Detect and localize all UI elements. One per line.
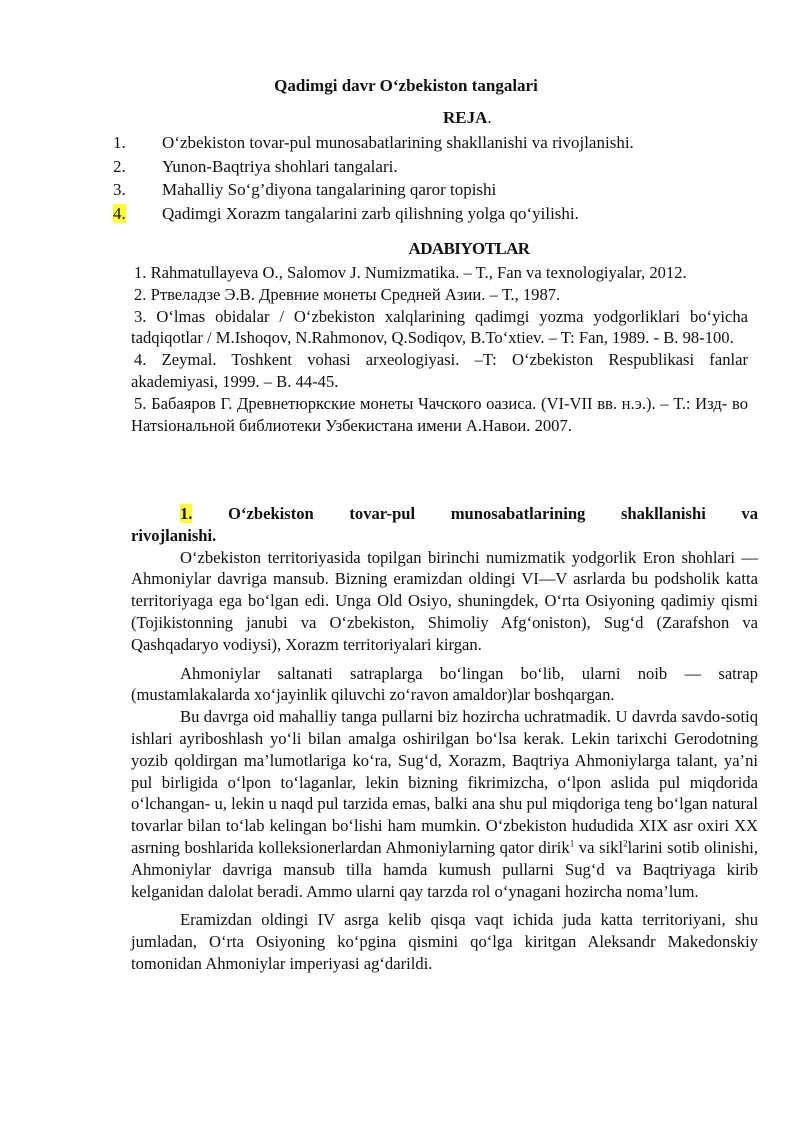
plan-item (113, 202, 753, 226)
references-list (131, 262, 748, 436)
plan-item (113, 155, 753, 179)
plan-heading (443, 108, 492, 128)
section-heading-line1: O‘zbekiston tovar-pul munosabatlarining shakllanishi va (228, 504, 758, 523)
paragraph-text: Bu davrga oid mahalliy tanga pullarni biz hozircha uchratmadik. U davrda savdo-sotiq ishlari ayriboshlash yo‘li bilan amalga oshirilgan bo‘lsa kerak. Lekin tarixchi Gerodotning yozib qoldirgan ma’lumotlariga ko‘ra, Sug‘d, Xorazm, Baqtriya Ahmoniylarga talant, ya’ni pul birligida o‘lpon to‘laganlar, lekin bizning fikrimizcha, o‘lpon aslida pul miqdorida o‘lchangan- u, lekin u naqd pul tarzida emas, balki ana shu pul miqdoriga teng bo‘lgan natural tovarlar bilan to‘lab kelingan bo‘lishi ham mumkin. O‘zbekiston hududida XIX asr oxiri XX asrning boshlarida kolleksionerlardan Ahmoniylarning qator dirik (131, 707, 758, 857)
plan-item-number-highlighted: 4. (113, 203, 126, 223)
plan-item-number-text: 3. (113, 180, 126, 199)
plan-item-text: O‘zbekiston tovar-pul munosabatlarining shakllanishi va rivojlanishi. (162, 133, 634, 152)
reference-item: 3. O‘lmas obidalar / O‘zbekiston xalqlarining qadimgi yozma yodgorliklari bo‘yicha tadqiqotlar / M.Ishoqov, N.Rahmonov, Q.Sodiqov, B.To‘xtiev. – T: Fan, 1989. - B. 98-100. (131, 306, 748, 348)
plan-item (113, 178, 753, 202)
footnote-marker: 1 (569, 838, 575, 849)
plan-item-text: Qadimgi Xorazm tangalarini zarb qilishning yolga qo‘yilishi. (162, 203, 579, 223)
plan-item-text: Mahalliy So‘g’diyona tangalarining qaror topishi (162, 180, 497, 199)
plan-item-number-text: 2. (113, 156, 126, 176)
reference-item: 4. Zeymal. Toshkent vohasi arxeologiyasi. –T: O‘zbekiston Respublikasi fanlar akademiyasi, 1999. – B. 44-45. (131, 350, 748, 391)
section-heading (131, 503, 758, 525)
paragraph-text: larini sotib olinishi, Ahmoniylar davriga mansub tilla hamda kumush pullarni Sug‘d va Baqtriyaga kirib kelganidan dalolat beradi. Ammo ularni qay tarzda rol o‘ynagani hozircha noma’lum. (131, 837, 759, 901)
section-number-highlighted: 1. (180, 504, 193, 523)
section-heading-line2: rivojlanishi. (131, 525, 217, 545)
plan-list (113, 131, 753, 225)
plan-item-number (113, 178, 162, 202)
document-title: Qadimgi davr O‘zbekiston tangalari (274, 76, 538, 95)
paragraph: O‘zbekiston territoriyasida topilgan birinchi numizmatik yodgorlik Eron shohlari — Ahmoniylar davriga mansub. Bizning eramizdan oldingi VI—V asrlarda bu podsholik katta territoriyaga ega bo‘lgan edi. Unga Old Osiyo, shuningdek, O‘rta Osiyoning qadimiy qismi (Tojikistonning janubi va O‘zbekiston, Shimoliy Afg‘oniston), Sug‘d (Zarafshon va Qashqadaryo vodiysi), Xorazm territoriyalari kirgan. (131, 547, 758, 654)
reference-item: 5. Бабаяров Г. Древнетюркские монеты Чачского оазиса. (VI-VII вв. н.э.). – Т.: Изд- во Натsіональной библиотеки Узбекистана имени А.Навои. 2007. (131, 393, 748, 435)
plan-item-number (113, 155, 162, 179)
footnote-marker: 2 (623, 838, 628, 849)
reference-item: 2. Ртвеладзе Э.В. Древние монеты Средней Азии. – Т., 1987. (134, 284, 561, 304)
plan-heading-dot: . (487, 108, 492, 127)
references-heading: ADABIYOTLAR (408, 239, 530, 258)
plan-heading-text: REJA (443, 108, 488, 127)
paragraph (131, 706, 758, 902)
paragraph-text: va sikl (574, 837, 624, 857)
plan-item-number-text: 1. (113, 133, 126, 152)
section-1 (131, 503, 758, 975)
plan-item (113, 131, 753, 155)
paragraph: Ahmoniylar saltanati satraplarga bo‘lingan bo‘lib, ularni noib — satrap (mustamlakalarda xo‘jayinlik qiluvchi zo‘ravon amaldor)lar boshqargan. (131, 663, 758, 705)
plan-item-text: Yunon-Baqtriya shohlari tangalari. (162, 156, 398, 176)
plan-item-number (113, 131, 162, 155)
paragraph: Eramizdan oldingi IV asrga kelib qisqa vaqt ichida juda katta territoriyani, shu jumladan, O‘rta Osiyoning ko‘pgina qismini qo‘lga kiritgan Aleksandr Makedonskiy tomonidan Ahmoniylar imperiyasi ag‘darildi. (131, 910, 758, 973)
reference-item: 1. Rahmatullayeva O., Salomov J. Numizmatika. – T., Fan va texnologiyalar, 2012. (134, 263, 687, 282)
plan-item-number (113, 202, 162, 226)
